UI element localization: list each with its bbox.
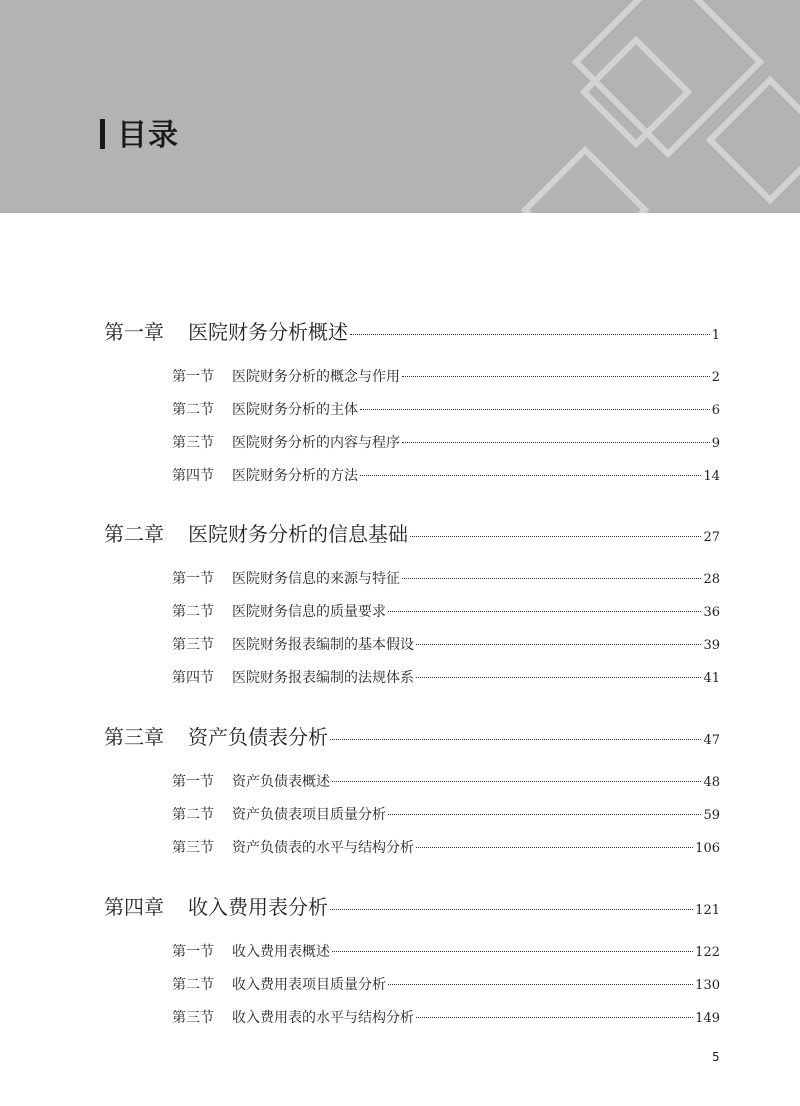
dot-leader [416,677,701,678]
page-ref: 47 [703,733,720,748]
section-title: 资产负债表项目质量分析 [232,807,386,823]
dot-leader [402,376,710,377]
section-number: 第三节 [172,840,214,856]
page-ref: 28 [703,572,720,587]
section-number: 第一节 [172,369,214,385]
section-number: 第二节 [172,807,214,823]
toc-chapter-4[interactable] [104,891,720,920]
dot-leader [388,611,701,612]
chapter-title: 资产负债表分析 [188,725,328,749]
page-ref: 6 [711,403,720,418]
section-number: 第三节 [172,435,214,451]
page-ref: 36 [703,605,720,620]
toc-section-1-4[interactable] [172,465,720,485]
header-banner [0,0,800,213]
section-title: 资产负债表概述 [232,774,330,790]
toc-section-1-1[interactable] [172,366,720,386]
section-title: 收入费用表项目质量分析 [232,977,386,993]
toc-section-2-1[interactable] [172,568,720,588]
chapter-number: 第一章 [104,320,164,344]
dot-leader [332,781,701,782]
dot-leader [416,847,693,848]
toc-section-4-1[interactable] [172,941,720,961]
page-title-text: 目录 [117,118,179,153]
chapter-number: 第二章 [104,522,164,546]
page-ref: 9 [711,436,720,451]
page-title [100,116,179,156]
page-ref: 106 [695,841,720,856]
section-number: 第一节 [172,944,214,960]
dot-leader [350,334,710,335]
dot-leader [360,475,701,476]
chapter-title: 收入费用表分析 [188,895,328,919]
page-ref: 121 [695,903,720,918]
section-title: 收入费用表的水平与结构分析 [232,1010,414,1026]
toc-section-1-2[interactable] [172,399,720,419]
page-ref: 59 [703,808,720,823]
toc-section-1-3[interactable] [172,432,720,452]
toc-chapter-2[interactable] [104,518,720,547]
dot-leader [402,442,710,443]
page-ref: 130 [695,978,720,993]
decorative-diamonds-icon [0,0,800,213]
section-title: 医院财务报表编制的基本假设 [232,637,414,653]
section-number: 第三节 [172,637,214,653]
dot-leader [330,739,701,740]
toc-section-3-3[interactable] [172,837,720,857]
page-ref: 48 [703,775,720,790]
section-number: 第二节 [172,402,214,418]
toc-chapter-3[interactable] [104,721,720,750]
dot-leader [360,409,710,410]
dot-leader [388,984,693,985]
page-ref: 122 [695,945,720,960]
dot-leader [402,578,701,579]
page-ref: 14 [703,469,720,484]
chapter-title: 医院财务分析概述 [188,320,348,344]
section-number: 第四节 [172,468,214,484]
section-title: 医院财务分析的主体 [232,402,358,418]
toc-section-2-3[interactable] [172,634,720,654]
toc-section-2-2[interactable] [172,601,720,621]
page-ref: 2 [711,370,720,385]
chapter-number: 第四章 [104,895,164,919]
page-number: 5 [712,1050,720,1064]
dot-leader [416,1017,693,1018]
page-ref: 41 [703,671,720,686]
page-ref: 149 [695,1011,720,1026]
dot-leader [332,951,693,952]
section-title: 医院财务分析的内容与程序 [232,435,400,451]
section-number: 第一节 [172,774,214,790]
page-ref: 1 [711,328,720,343]
section-title: 医院财务信息的来源与特征 [232,571,400,587]
dot-leader [410,536,701,537]
title-bar-icon [100,119,105,149]
section-title: 医院财务分析的方法 [232,468,358,484]
section-number: 第一节 [172,571,214,587]
toc-section-4-2[interactable] [172,974,720,994]
section-title: 收入费用表概述 [232,944,330,960]
section-title: 医院财务分析的概念与作用 [232,369,400,385]
page-ref: 27 [703,530,720,545]
section-title: 医院财务信息的质量要求 [232,604,386,620]
dot-leader [388,814,701,815]
section-number: 第二节 [172,977,214,993]
page-ref: 39 [703,638,720,653]
section-number: 第四节 [172,670,214,686]
toc-section-2-4[interactable] [172,667,720,687]
dot-leader [416,644,701,645]
section-number: 第三节 [172,1010,214,1026]
toc-section-3-2[interactable] [172,804,720,824]
section-number: 第二节 [172,604,214,620]
chapter-number: 第三章 [104,725,164,749]
section-title: 医院财务报表编制的法规体系 [232,670,414,686]
toc-chapter-1[interactable] [104,316,720,345]
chapter-title: 医院财务分析的信息基础 [188,522,408,546]
dot-leader [330,909,693,910]
section-title: 资产负债表的水平与结构分析 [232,840,414,856]
toc-section-4-3[interactable] [172,1007,720,1027]
toc-section-3-1[interactable] [172,771,720,791]
